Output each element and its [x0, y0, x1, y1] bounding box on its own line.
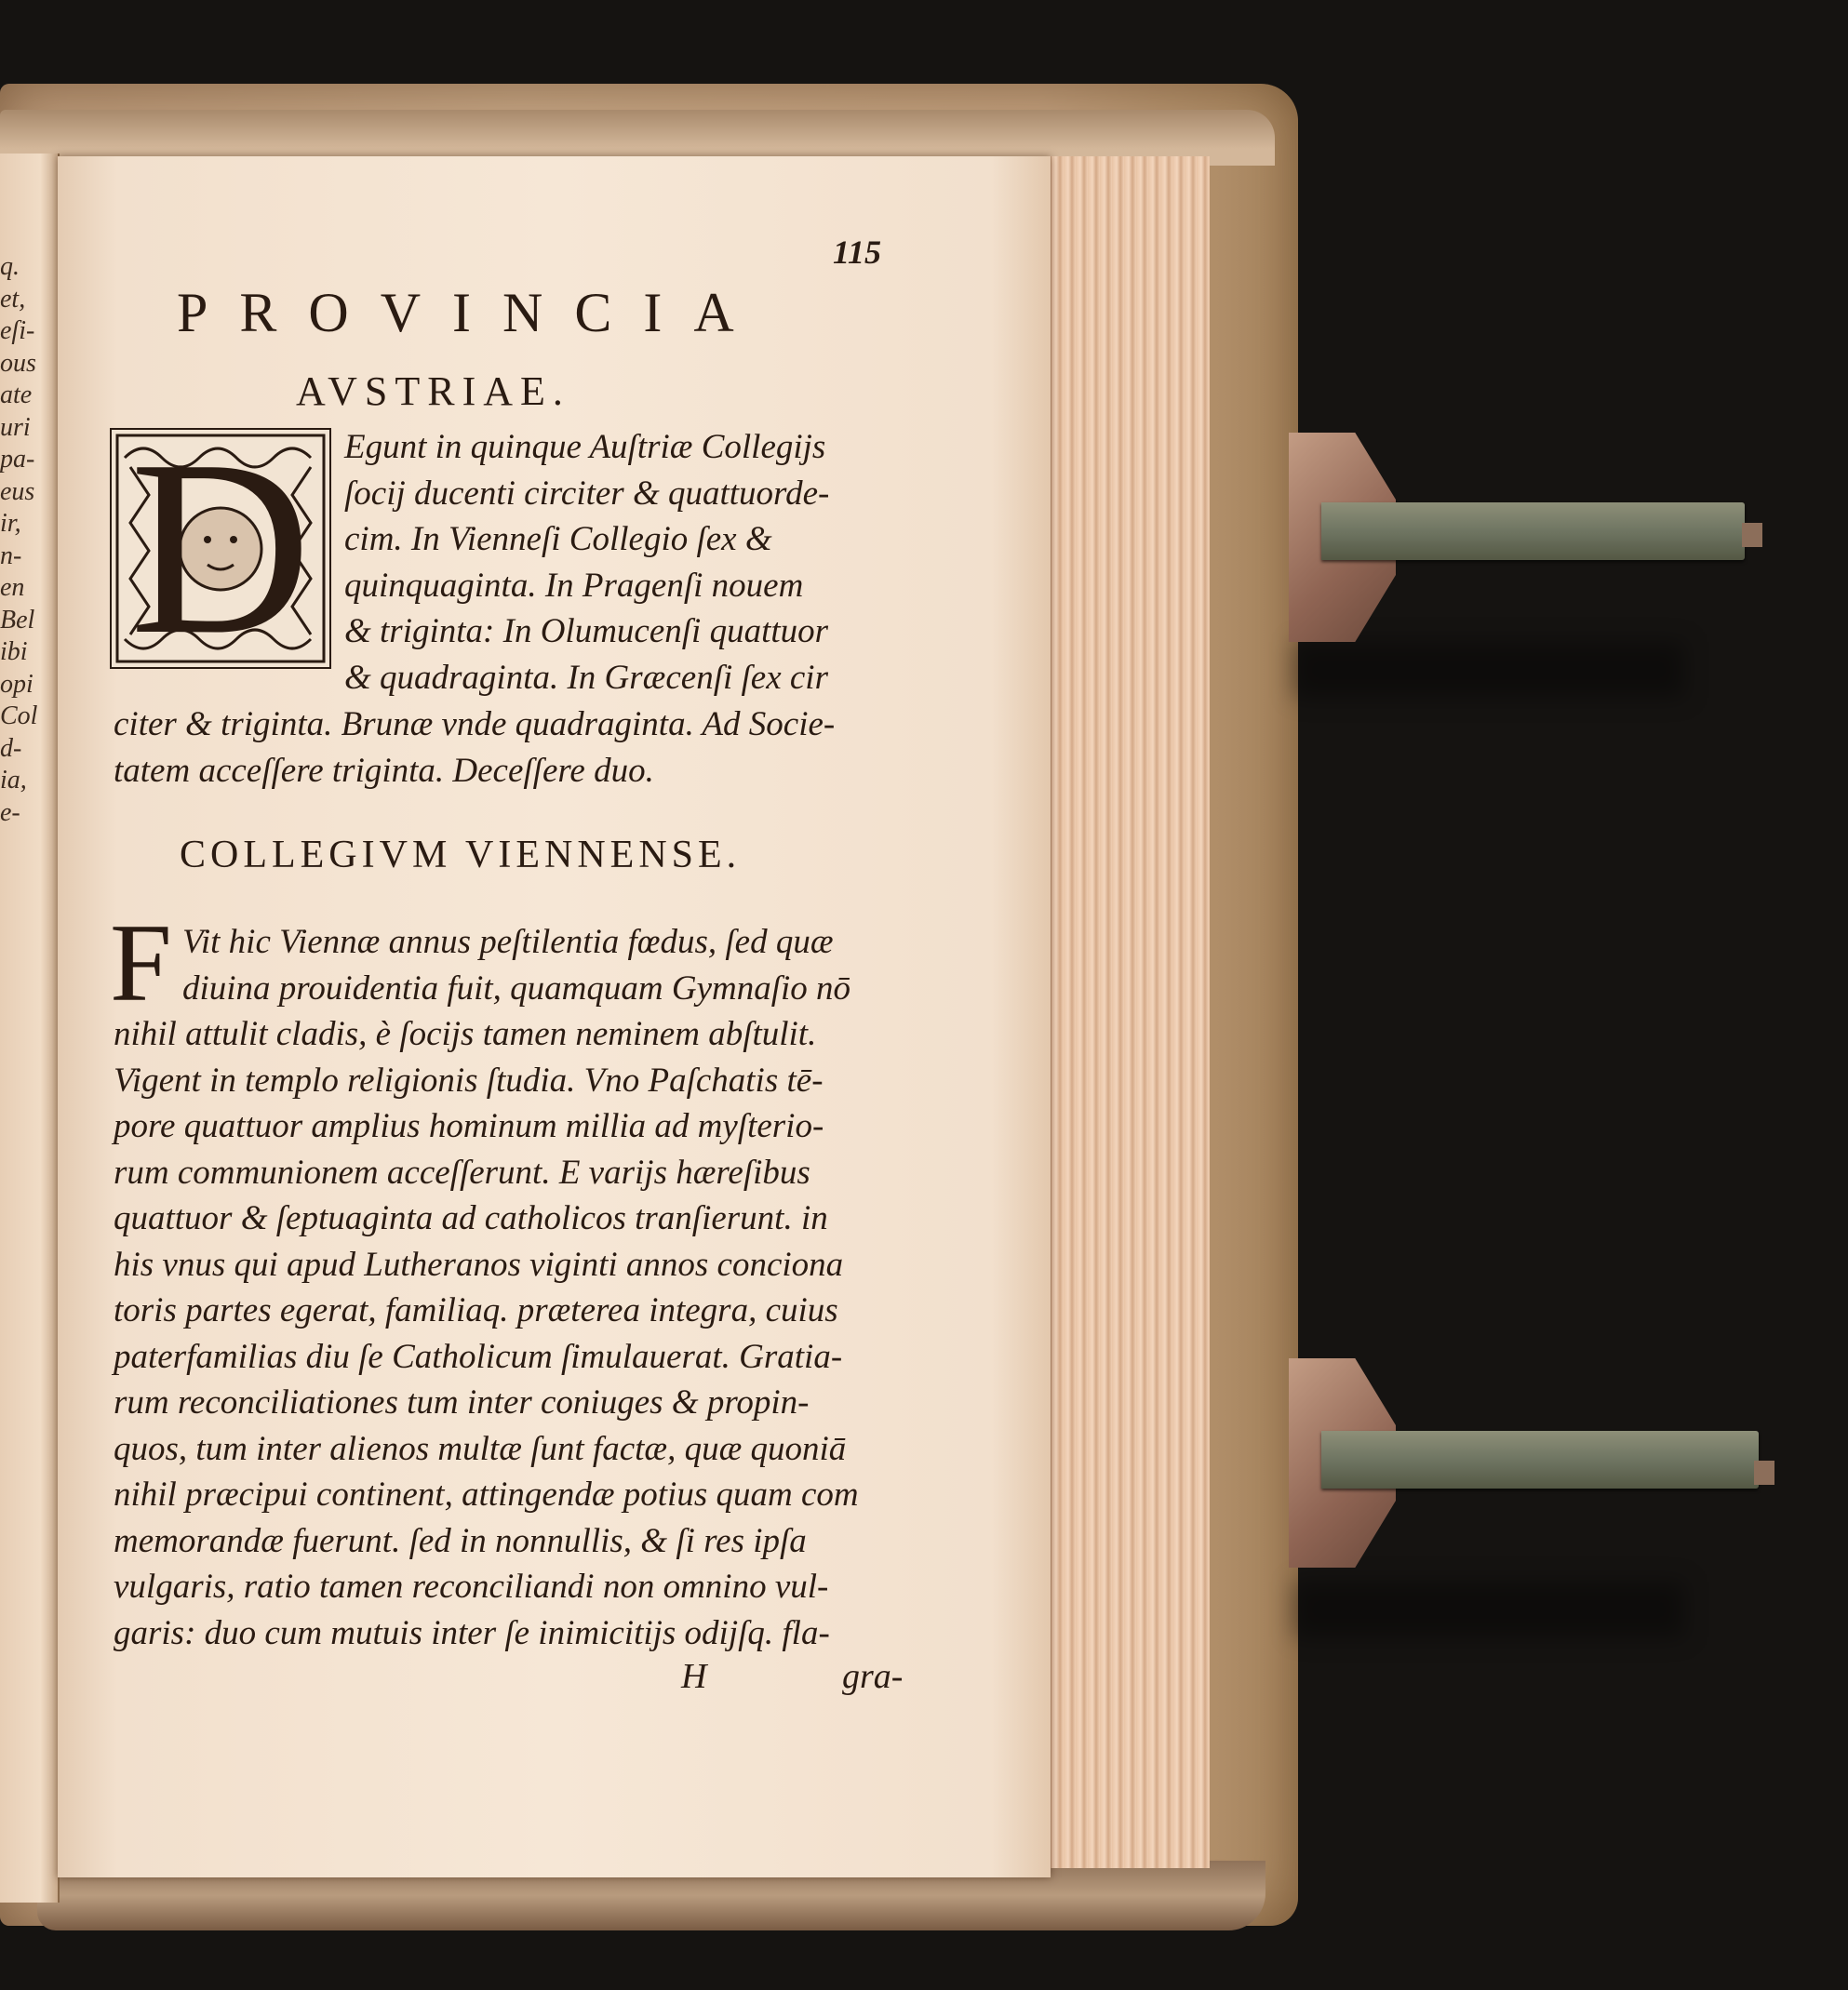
- margin-fragment: en: [0, 573, 25, 602]
- margin-fragment: Bel: [0, 605, 35, 634]
- text-line: nihil præcipui continent, attingendæ potius quam com: [114, 1476, 859, 1514]
- text-line: quinquaginta. In Pragenſi nouem: [344, 566, 804, 605]
- margin-fragment: ous: [0, 348, 36, 378]
- margin-fragment: d-: [0, 733, 22, 763]
- clasp-shadow-bottom: [1293, 1582, 1684, 1637]
- signature-mark: H: [681, 1657, 707, 1696]
- margin-fragment: pa-: [0, 445, 35, 474]
- text-line: diuina prouidentia fuit, quamquam Gymnaſio nō: [182, 968, 851, 1008]
- text-line: Vigent in templo religionis ſtudia. Vno Paſchatis tē-: [114, 1061, 824, 1100]
- text-line: his vnus qui apud Lutheranos viginti annos conciona: [114, 1245, 844, 1284]
- text-line: vulgaris, ratio tamen reconciliandi non omnino vul-: [114, 1568, 829, 1606]
- margin-fragment: ia,: [0, 766, 27, 795]
- text-line: Egunt in quinque Auſtriæ Collegijs: [344, 428, 826, 466]
- text-line: toris partes egerat, familiaq. præterea integra, cuius: [114, 1291, 838, 1329]
- clasp-tip-bottom: [1754, 1461, 1774, 1485]
- text-line: memorandæ fuerunt. ſed in nonnullis, & ſi res ipſa: [114, 1521, 807, 1560]
- text-line: rum communionem acceſſerunt. E varijs hæreſibus: [114, 1153, 810, 1192]
- margin-fragment: uri: [0, 412, 31, 442]
- page-subtitle: AVSTRIAE.: [296, 368, 570, 414]
- page-number: 115: [833, 234, 882, 271]
- text-line: & quadraginta. In Græcenſi ſex cir: [344, 658, 828, 697]
- section-heading: COLLEGIVM VIENNENSE.: [180, 834, 742, 876]
- text-line: quattuor & ſeptuaginta ad catholicos tranſierunt. in: [114, 1199, 828, 1237]
- margin-fragment: e-: [0, 797, 20, 827]
- margin-fragment: eus: [0, 476, 35, 506]
- clasp-shadow-top: [1293, 642, 1684, 698]
- margin-fragment: n-: [0, 541, 22, 570]
- clasp-strap-top: [1321, 502, 1745, 560]
- text-line: tatem acceſſere triginta. Deceſſere duo.: [114, 751, 654, 790]
- ornamental-initial: [110, 408, 331, 687]
- text-line: cim. In Vienneſi Collegio ſex &: [344, 520, 772, 558]
- page-title: PROVINCIA: [177, 282, 766, 343]
- body-paragraph: [114, 1011, 951, 1656]
- margin-fragment: et,: [0, 284, 26, 314]
- text-line: nihil attulit cladis, è ſocijs tamen neminem abſtulit.: [114, 1015, 817, 1053]
- text-line: ſocij ducenti circiter & quattuorde-: [344, 474, 830, 513]
- margin-fragment: eſi-: [0, 316, 35, 345]
- text-line: citer & triginta. Brunæ vnde quadraginta. Ad Socie-: [114, 705, 836, 743]
- page-fore-edge: [1050, 156, 1210, 1868]
- text-line: & triginta: In Olumucenſi quattuor: [344, 612, 829, 650]
- body-paragraph-beside-initial: [182, 919, 927, 1011]
- text-line: quos, tum inter alienos multæ ſunt factæ, quæ quoniā: [114, 1429, 847, 1468]
- margin-fragment: ir,: [0, 509, 21, 538]
- text-line: garis: duo cum mutuis inter ſe inimicitijs odijſq. fla-: [114, 1613, 830, 1652]
- section-initial: F: [110, 901, 172, 1024]
- text-line: pore quattuor amplius hominum millia ad myſterio-: [114, 1107, 824, 1145]
- text-line: Vit hic Viennæ annus peſtilentia fœdus, ſed quæ: [182, 923, 834, 961]
- text-line: rum reconciliationes tum inter coniuges & propin-: [114, 1383, 810, 1422]
- clasp-tip-top: [1742, 523, 1762, 547]
- left-page-margin-text: [0, 251, 56, 829]
- margin-fragment: Col: [0, 701, 38, 730]
- margin-fragment: ate: [0, 381, 33, 409]
- margin-fragment: ibi: [0, 637, 28, 666]
- margin-fragment: opi: [0, 669, 33, 699]
- intro-paragraph-beside-initial: [344, 424, 940, 701]
- clasp-strap-bottom: [1321, 1431, 1759, 1489]
- intro-paragraph-continued: [114, 701, 951, 794]
- margin-fragment: q.: [0, 252, 20, 281]
- catchword: gra-: [842, 1657, 904, 1696]
- text-line: paterfamilias diu ſe Catholicum ſimulauerat. Gratia-: [114, 1337, 843, 1376]
- initial-letter: D: [129, 408, 312, 687]
